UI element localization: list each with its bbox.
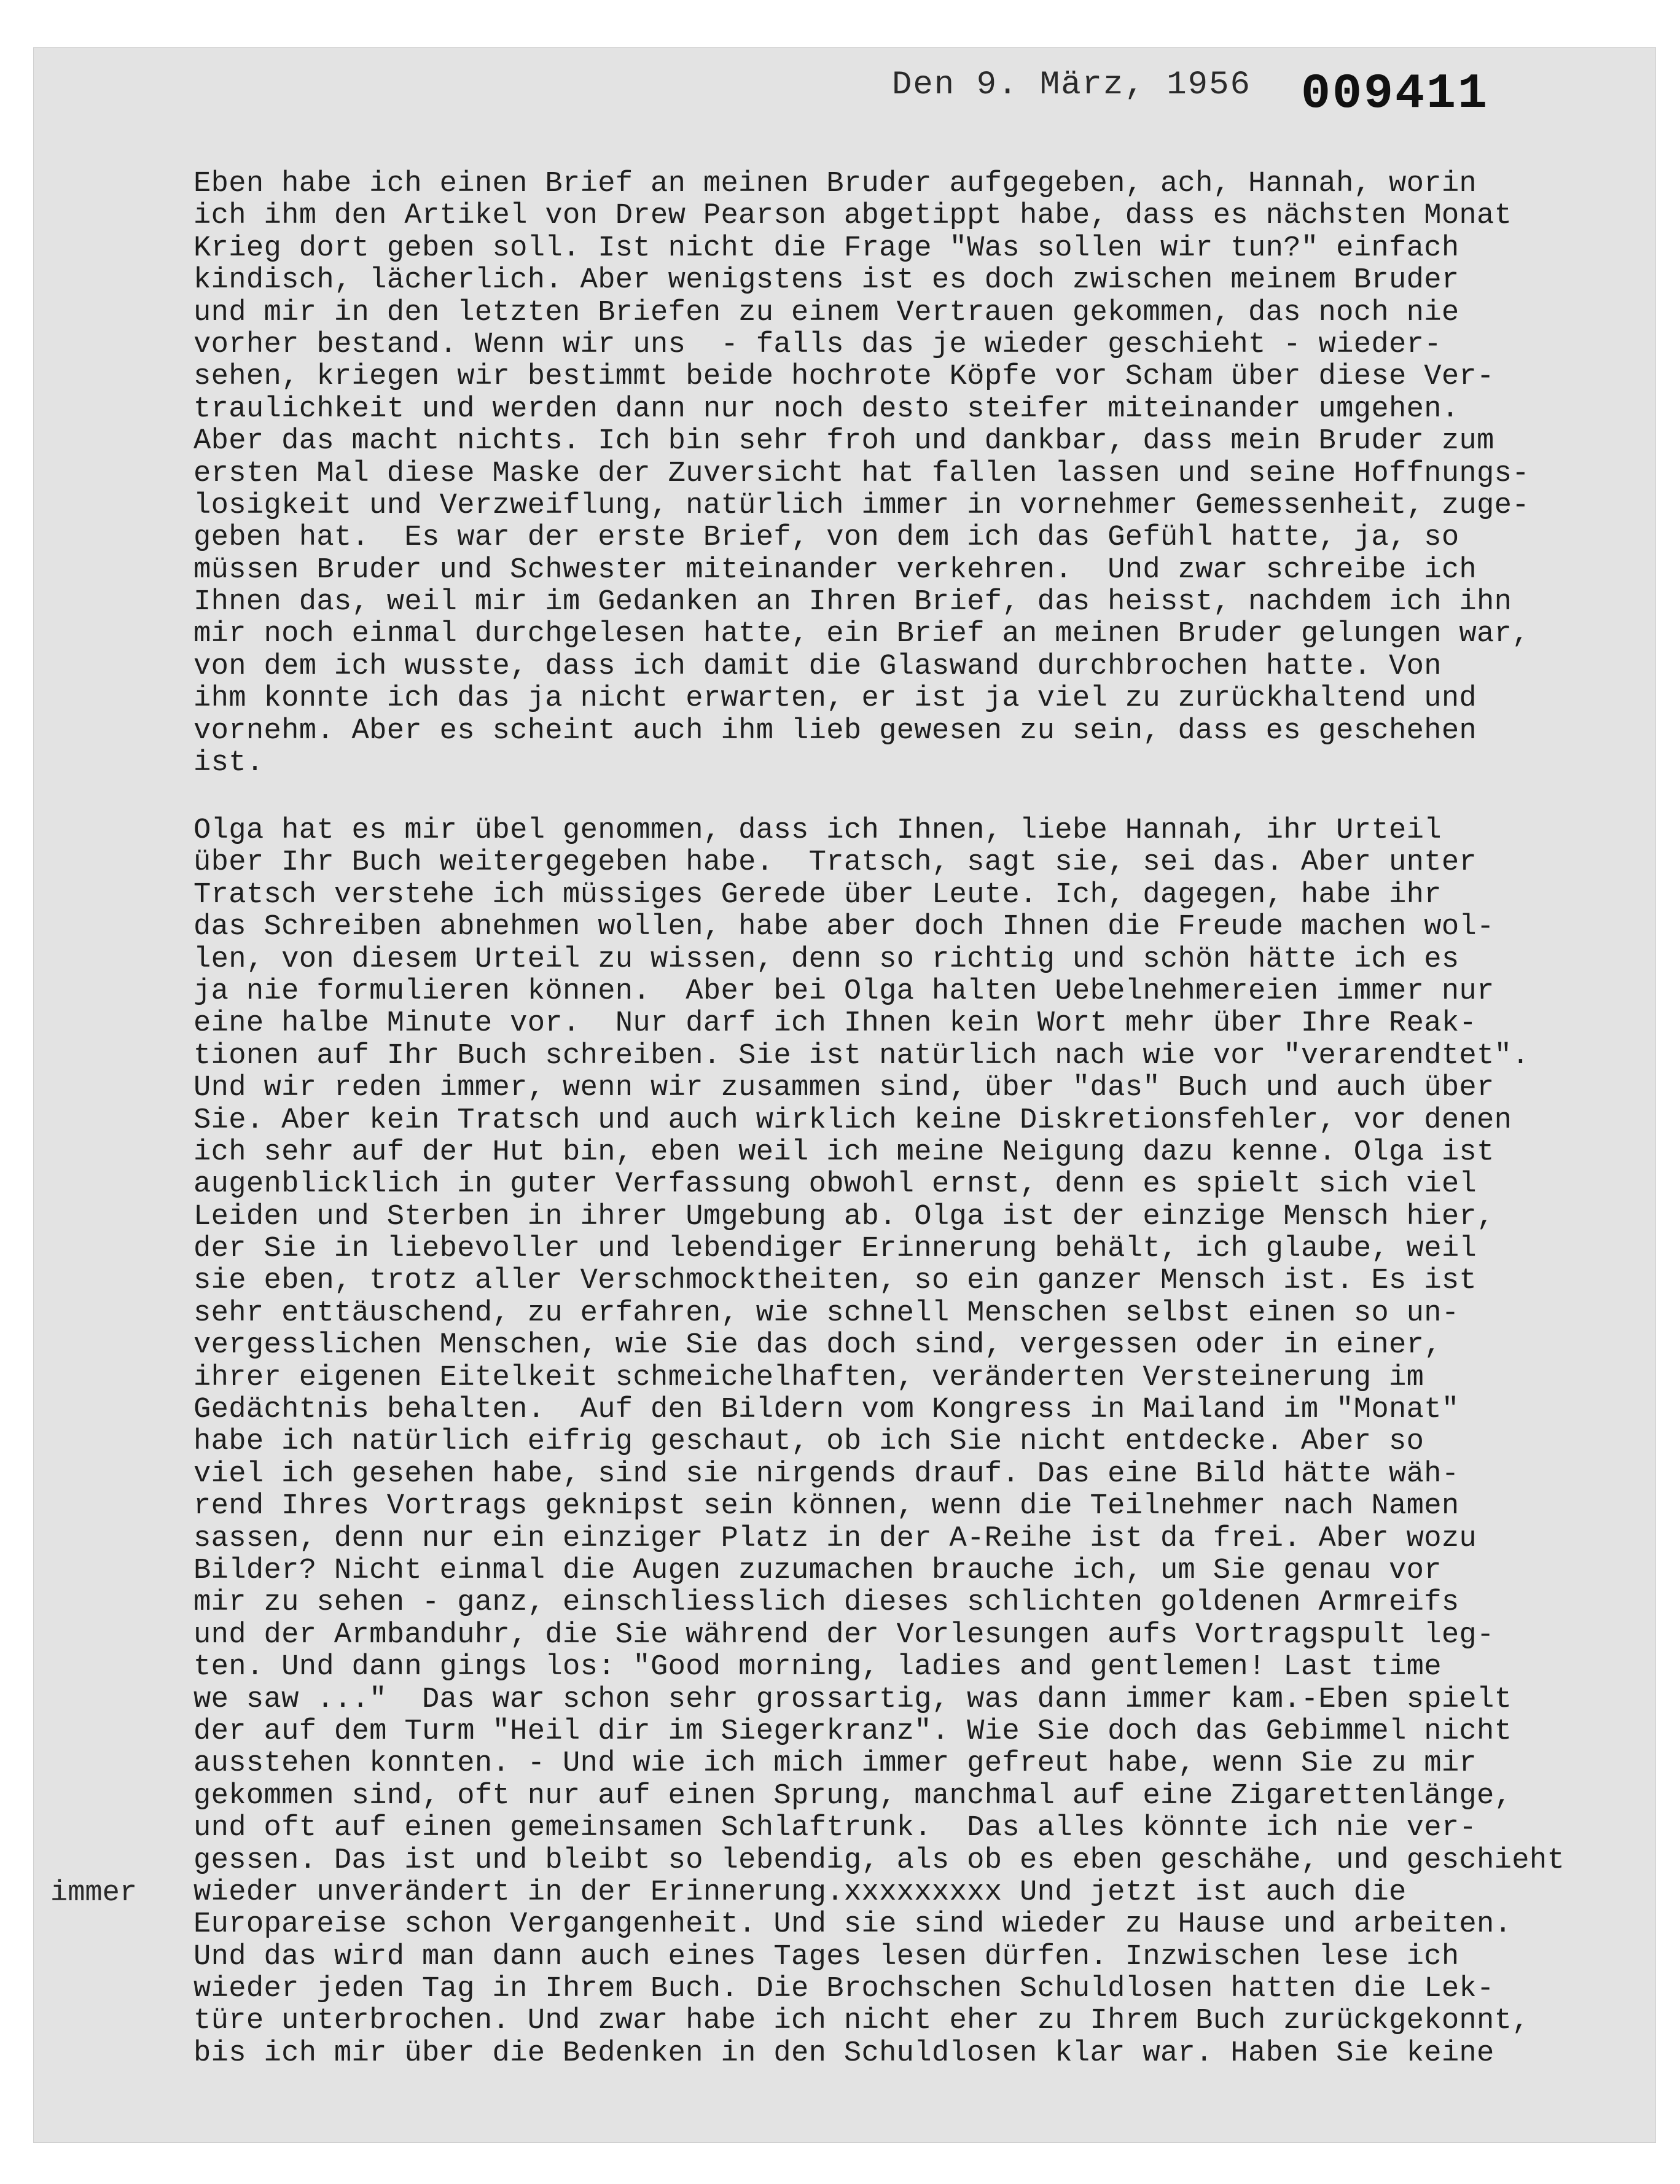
text-line: wieder jeden Tag in Ihrem Buch. Die Brochschen Schuldlosen hatten die Lek- bbox=[193, 1973, 1494, 2006]
text-line: mir noch einmal durchgelesen hatte, ein Brief an meinen Bruder gelungen war, bbox=[193, 618, 1530, 651]
text-line: mir zu sehen - ganz, einschliesslich dieses schlichten goldenen Armreifs bbox=[193, 1586, 1459, 1620]
text-line: traulichkeit und werden dann nur noch desto steifer miteinander umgehen. bbox=[193, 392, 1459, 426]
text-line: ihm konnte ich das ja nicht erwarten, er ist ja viel zu zurückhaltend und bbox=[193, 682, 1477, 716]
text-line: Leiden und Sterben in ihrer Umgebung ab. Olga ist der einzige Mensch hier, bbox=[193, 1200, 1494, 1233]
text-line: sie eben, trotz aller Verschmocktheiten, so ein ganzer Mensch ist. Es ist bbox=[193, 1265, 1477, 1298]
text-line: bis ich mir über die Bedenken in den Schuldlosen klar war. Haben Sie keine bbox=[193, 2037, 1494, 2070]
text-line: Ihnen das, weil mir im Gedanken an Ihren Brief, das heisst, nachdem ich ihn bbox=[193, 586, 1512, 619]
text-line: Gedächtnis behalten. Auf den Bildern vom Kongress in Mailand im "Monat" bbox=[193, 1394, 1459, 1427]
letter-date: Den 9. März, 1956 bbox=[892, 66, 1251, 104]
text-line: ersten Mal diese Maske der Zuversicht hat fallen lassen und seine Hoffnungs- bbox=[193, 457, 1530, 490]
text-line: sassen, denn nur ein einziger Platz in der A-Reihe ist da frei. Aber wozu bbox=[193, 1522, 1477, 1555]
paragraph-2 bbox=[193, 815, 1631, 2070]
text-line: sehr enttäuschend, zu erfahren, wie schnell Menschen selbst einen so un- bbox=[193, 1297, 1459, 1330]
text-line: über Ihr Buch weitergegeben habe. Tratsch, sagt sie, sei das. Aber unter bbox=[193, 846, 1477, 879]
text-line: der auf dem Turm "Heil dir im Siegerkranz". Wie Sie doch das Gebimmel nicht bbox=[193, 1715, 1512, 1748]
text-line: Tratsch verstehe ich müssiges Gerede über Leute. Ich, dagegen, habe ihr bbox=[193, 878, 1442, 911]
text-line: gessen. Das ist und bleibt so lebendig, als ob es eben geschähe, und geschieht bbox=[193, 1844, 1565, 1877]
text-line: geben hat. Es war der erste Brief, von dem ich das Gefühl hatte, ja, so bbox=[193, 521, 1459, 555]
text-line: losigkeit und Verzweiflung, natürlich immer in vornehmer Gemessenheit, zuge- bbox=[193, 489, 1530, 522]
margin-note: immer bbox=[50, 1877, 138, 1909]
text-line: ausstehen konnten. - Und wie ich mich immer gefreut habe, wenn Sie zu mir bbox=[193, 1747, 1477, 1780]
text-line: augenblicklich in guter Verfassung obwohl ernst, denn es spielt sich viel bbox=[193, 1168, 1477, 1201]
text-line: und mir in den letzten Briefen zu einem Vertrauen gekommen, das noch nie bbox=[193, 296, 1459, 329]
text-line: vergesslichen Menschen, wie Sie das doch sind, vergessen oder in einer, bbox=[193, 1329, 1442, 1362]
text-line: von dem ich wusste, dass ich damit die Glaswand durchbrochen hatte. Von bbox=[193, 650, 1442, 683]
text-line: ist. bbox=[193, 747, 264, 780]
text-line: ihrer eigenen Eitelkeit schmeichelhaften, veränderten Versteinerung im bbox=[193, 1361, 1424, 1394]
text-line: rend Ihres Vortrags geknipst sein können, wenn die Teilnehmer nach Namen bbox=[193, 1490, 1459, 1523]
text-line: wieder unverändert in der Erinnerung.xxxxxxxxx Und jetzt ist auch die bbox=[193, 1876, 1407, 1909]
text-line: we saw ..." Das war schon sehr grossartig, was dann immer kam.-Eben spielt bbox=[193, 1683, 1512, 1716]
text-line: ich sehr auf der Hut bin, eben weil ich meine Neigung dazu kenne. Olga ist bbox=[193, 1136, 1494, 1169]
text-line: und oft auf einen gemeinsamen Schlaftrunk. Das alles könnte ich nie ver- bbox=[193, 1812, 1477, 1845]
text-line: ja nie formulieren können. Aber bei Olga halten Uebelnehmereien immer nur bbox=[193, 975, 1494, 1008]
text-line: Olga hat es mir übel genommen, dass ich Ihnen, liebe Hannah, ihr Urteil bbox=[193, 814, 1442, 847]
text-line: ich ihm den Artikel von Drew Pearson abgetippt habe, dass es nächsten Monat bbox=[193, 200, 1512, 233]
text-line: Europareise schon Vergangenheit. Und sie sind wieder zu Hause und arbeiten. bbox=[193, 1908, 1512, 1941]
text-line: eine halbe Minute vor. Nur darf ich Ihnen kein Wort mehr über Ihre Reak- bbox=[193, 1007, 1477, 1040]
text-line: sehen, kriegen wir bestimmt beide hochrote Köpfe vor Scham über diese Ver- bbox=[193, 361, 1494, 394]
text-line: Aber das macht nichts. Ich bin sehr froh und dankbar, dass mein Bruder zum bbox=[193, 425, 1494, 458]
text-line: tionen auf Ihr Buch schreiben. Sie ist natürlich nach wie vor "verarendtet". bbox=[193, 1039, 1530, 1072]
text-line: vornehm. Aber es scheint auch ihm lieb gewesen zu sein, dass es geschehen bbox=[193, 714, 1477, 747]
text-line: das Schreiben abnehmen wollen, habe aber doch Ihnen die Freude machen wol- bbox=[193, 911, 1494, 944]
text-line: Und wir reden immer, wenn wir zusammen sind, über "das" Buch und auch über bbox=[193, 1072, 1494, 1105]
text-line: kindisch, lächerlich. Aber wenigstens ist es doch zwischen meinem Bruder bbox=[193, 264, 1459, 297]
text-line: Bilder? Nicht einmal die Augen zuzumachen brauche ich, um Sie genau vor bbox=[193, 1554, 1442, 1587]
text-line: ten. Und dann gings los: "Good morning, ladies and gentlemen! Last time bbox=[193, 1651, 1442, 1684]
text-line: vorher bestand. Wenn wir uns - falls das je wieder geschieht - wieder- bbox=[193, 328, 1442, 361]
text-line: viel ich gesehen habe, sind sie nirgends drauf. Das eine Bild hätte wäh- bbox=[193, 1457, 1459, 1491]
document-number: 009411 bbox=[1301, 66, 1490, 122]
paragraph-1 bbox=[193, 168, 1631, 779]
text-line: habe ich natürlich eifrig geschaut, ob ich Sie nicht entdecke. Aber so bbox=[193, 1425, 1424, 1459]
text-line: gekommen sind, oft nur auf einen Sprung, manchmal auf eine Zigarettenlänge, bbox=[193, 1779, 1512, 1812]
text-line: türe unterbrochen. Und zwar habe ich nicht eher zu Ihrem Buch zurückgekonnt, bbox=[193, 2005, 1530, 2038]
text-line: müssen Bruder und Schwester miteinander verkehren. Und zwar schreibe ich bbox=[193, 553, 1477, 587]
text-line: Und das wird man dann auch eines Tages lesen dürfen. Inzwischen lese ich bbox=[193, 1940, 1459, 1973]
text-line: Eben habe ich einen Brief an meinen Bruder aufgegeben, ach, Hannah, worin bbox=[193, 168, 1477, 200]
text-line: Krieg dort geben soll. Ist nicht die Frage "Was sollen wir tun?" einfach bbox=[193, 232, 1459, 265]
text-line: Sie. Aber kein Tratsch und auch wirklich keine Diskretionsfehler, vor denen bbox=[193, 1104, 1512, 1137]
text-line: und der Armbanduhr, die Sie während der Vorlesungen aufs Vortragspult leg- bbox=[193, 1618, 1494, 1652]
text-line: len, von diesem Urteil zu wissen, denn so richtig und schön hätte ich es bbox=[193, 943, 1459, 976]
text-line: der Sie in liebevoller und lebendiger Erinnerung behält, ich glaube, weil bbox=[193, 1233, 1477, 1266]
